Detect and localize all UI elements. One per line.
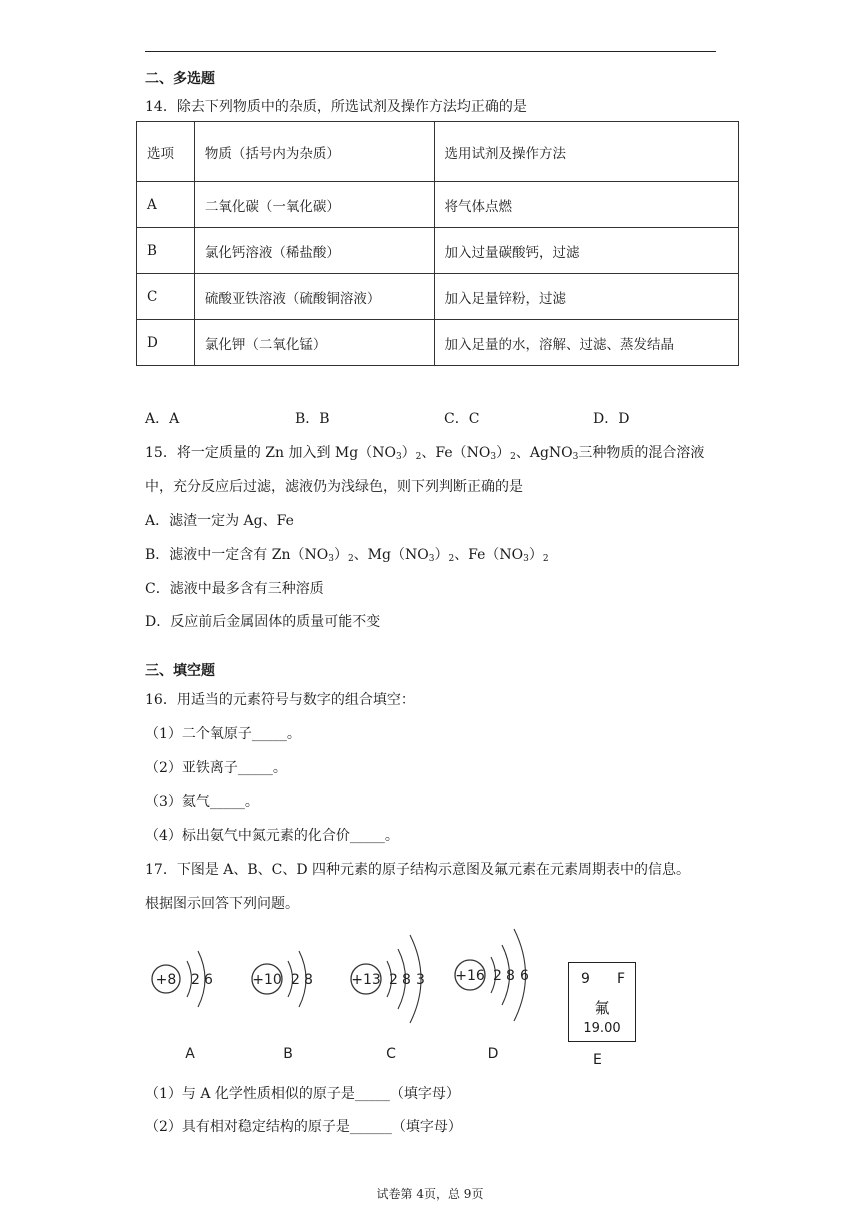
table-header-cell: 选项 xyxy=(137,122,195,182)
atom-c-nucleus-charge: +13 xyxy=(351,972,381,988)
table-cell: B xyxy=(137,228,195,274)
atom-c-label: C xyxy=(386,1046,396,1062)
section-title-multiple-choice: 二、多选题 xyxy=(145,71,215,87)
table-row xyxy=(137,320,739,366)
table-cell: 将气体点燃 xyxy=(434,182,738,228)
atom-b-electrons: 8 xyxy=(304,972,313,988)
table-cell: 加入足量锌粉，过滤 xyxy=(434,274,738,320)
atom-a-electrons: 2 xyxy=(191,972,200,988)
atom-c-electrons: 2 xyxy=(389,972,398,988)
question-17-stem-line-1: 17．下图是 A、B、C、D 四种元素的原子结构示意图及氟元素在元素周期表中的信息。 xyxy=(145,862,691,878)
element-symbol: F xyxy=(616,971,625,987)
table-cell: 硫酸亚铁溶液（硫酸铜溶液） xyxy=(194,274,434,320)
element-e-label: E xyxy=(593,1052,602,1068)
question-15-option-a: A．滤渣一定为 Ag、Fe xyxy=(145,513,294,529)
atom-d-diagram xyxy=(455,929,529,1062)
section-title-fill-in: 三、填空题 xyxy=(145,663,215,679)
atom-b-diagram xyxy=(252,951,313,1062)
question-17-sub-2: （2）具有相对稳定结构的原子是______（填字母） xyxy=(145,1119,462,1135)
table-header-cell: 物质（括号内为杂质） xyxy=(194,122,434,182)
table-cell: 二氧化碳（一氧化碳） xyxy=(194,182,434,228)
question-15-stem-line-1: 15．将一定质量的 Zn 加入到 $Mg(NO_3)_2$、$Fe(NO_3)_2$、AgNO$_3$三种物质的混合溶液 xyxy=(145,445,705,462)
question-17-sub-1: （1）与 A 化学性质相似的原子是_____（填字母） xyxy=(145,1086,460,1102)
table-row xyxy=(137,274,739,320)
table-cell: A xyxy=(137,182,195,228)
question-15-option-d: D．反应前后金属固体的质量可能不变 xyxy=(145,614,381,630)
question-15-stem-line-2: 中，充分反应后过滤，滤液仍为浅绿色，则下列判断正确的是 xyxy=(145,479,523,495)
question-14-option-a: A．A xyxy=(145,411,180,427)
atom-c-diagram xyxy=(351,935,425,1062)
atom-a-electrons: 6 xyxy=(204,972,213,988)
atom-d-electrons: 6 xyxy=(520,968,529,984)
table-cell: 氯化钙溶液（稀盐酸） xyxy=(194,228,434,274)
atom-c-electrons: 3 xyxy=(416,972,425,988)
atom-a-label: A xyxy=(185,1046,195,1062)
question-14-option-b: B．B xyxy=(295,411,330,427)
question-16-item-4: （4）标出氨气中氮元素的化合价_____。 xyxy=(145,828,399,844)
atom-d-label: D xyxy=(487,1046,499,1062)
atom-d-nucleus-charge: +16 xyxy=(455,968,485,984)
question-16-stem: 16．用适当的元素符号与数字的组合填空： xyxy=(145,692,415,708)
question-15-option-c: C．滤液中最多含有三种溶质 xyxy=(145,581,324,597)
header-rule xyxy=(145,51,716,52)
atom-a-nucleus-charge: +8 xyxy=(155,972,177,988)
question-14-option-c: C．C xyxy=(444,411,480,427)
table-cell: 氯化钾（二氧化锰） xyxy=(194,320,434,366)
atomic-number: 9 xyxy=(581,971,590,987)
element-name: 氟 xyxy=(594,999,610,1017)
question-16-item-3: （3）氦气_____。 xyxy=(145,794,259,810)
question-17-stem-line-2: 根据图示回答下列问题。 xyxy=(145,896,299,912)
atom-d-electrons: 8 xyxy=(506,968,515,984)
atom-a-diagram xyxy=(152,951,213,1062)
question-14-option-d: D．D xyxy=(593,411,630,427)
table-header-cell: 选用试剂及操作方法 xyxy=(434,122,738,182)
table-cell: 加入足量的水，溶解、过滤、蒸发结晶 xyxy=(434,320,738,366)
table-cell: D xyxy=(137,320,195,366)
atom-b-electrons: 2 xyxy=(291,972,300,988)
question-16-item-2: （2）亚铁离子_____。 xyxy=(145,760,287,776)
atom-b-label: B xyxy=(283,1046,293,1062)
fluorine-periodic-table-cell xyxy=(568,962,636,1042)
atomic-mass: 19.00 xyxy=(583,1021,621,1036)
atom-d-electrons: 2 xyxy=(493,968,502,984)
atom-c-electrons: 8 xyxy=(402,972,411,988)
page-footer: 试卷第 4页，总 9页 xyxy=(376,1187,484,1201)
question-14-table xyxy=(136,121,739,366)
table-row xyxy=(137,228,739,274)
question-14-stem: 14．除去下列物质中的杂质，所选试剂及操作方法均正确的是 xyxy=(145,99,527,115)
table-row xyxy=(137,182,739,228)
atom-b-nucleus-charge: +10 xyxy=(252,972,282,988)
table-header-row xyxy=(137,122,739,182)
question-16-item-1: （1）二个氧原子_____。 xyxy=(145,726,301,742)
table-cell: C xyxy=(137,274,195,320)
table-cell: 加入过量碳酸钙，过滤 xyxy=(434,228,738,274)
question-15-option-b: B．滤液中一定含有 $Zn(NO_3)_2$、$Mg(NO_3)_2$、$Fe(NO_3)_2$ xyxy=(145,547,549,564)
